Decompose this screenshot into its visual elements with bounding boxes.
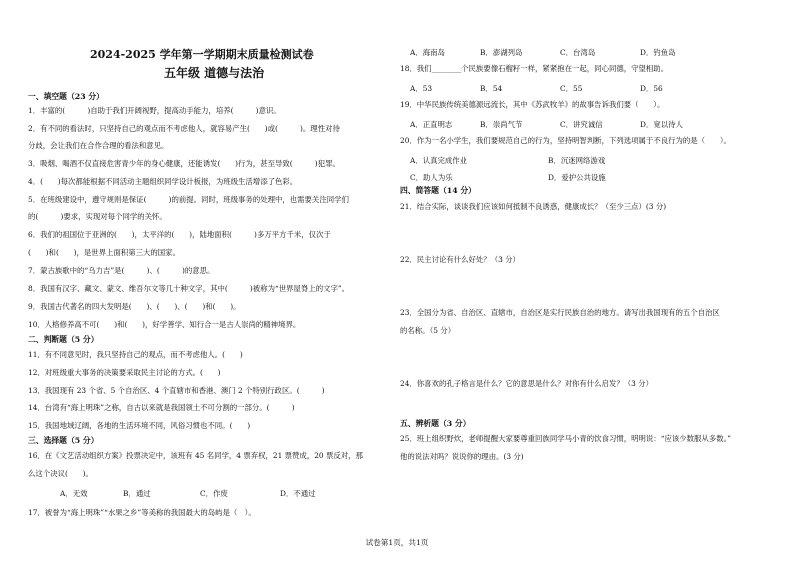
q17-option-d: D．钓鱼岛: [640, 48, 676, 57]
section-true-false: 二、判断题（5 分）: [28, 335, 99, 344]
question-16-line2: 么这个决议( )。: [28, 469, 93, 478]
question-23-line2: 的名称。（5 分）: [400, 326, 456, 335]
q16-option-c: C．作废: [200, 489, 228, 498]
question-4: 4．( )每次都能根据不同活动主题组织同学设计板报，为班级生活增添了色彩。: [28, 177, 298, 186]
q20-option-a: A．认真完成作业: [410, 156, 468, 165]
q16-option-a: A．无效: [60, 489, 88, 498]
section-analysis: 五、辨析题（3 分）: [400, 419, 471, 428]
question-5-line2: 的( )要求，实现对每个同学的关怀。: [28, 212, 167, 221]
q19-option-c: C．讲究诚信: [560, 120, 603, 129]
question-25-line1: 25．班上组织野炊，老师提醒大家要尊重回族同学马小青的饮食习惯，明明说：“应该少数服从多数。”: [400, 434, 732, 443]
question-16-line1: 16．在《文艺活动组织方案》投票决定中，该班有 45 名同学，4 票弃权，21 票赞成，20 票反对，那: [28, 451, 363, 460]
q19-option-a: A．正直明志: [410, 120, 453, 129]
q19-option-b: B．崇尚气节: [480, 120, 523, 129]
q20-option-b: B．沉迷网络游戏: [548, 156, 606, 165]
page-footer: 试卷第1页，共1页: [365, 538, 429, 547]
section-fill-blank: 一、填空题（23 分）: [28, 92, 104, 101]
question-13: 13．我国现有 23 个省、5 个自治区、4 个直辖市和香港、澳门 2 个特别行政区。( ): [28, 386, 325, 395]
q16-option-b: B．通过: [123, 489, 151, 498]
q16-option-d: D．不通过: [280, 489, 316, 498]
q17-option-b: B．澎湖列岛: [480, 48, 523, 57]
question-18: 18．我们________个民族要像石榴籽一样，紧紧抱在一起，同心同德，守望相助。: [400, 64, 669, 73]
question-11: 11．有不同意见时，我只坚持自己的观点，而不考虑他人。( ): [28, 350, 243, 359]
question-6-line2: ( )和( )，是世界上面积第三大的国家。: [28, 248, 180, 257]
question-23-line1: 23．全国分为省、自治区、直辖市，自治区是实行民族自治的地方。请写出我国现有的五个自治区: [400, 308, 720, 317]
question-7: 7．蒙古族歌中的“乌力吉”是( )、( )的意思。: [28, 266, 215, 275]
question-10: 10．人格修养高不可( )和( )，好学善学、知行合一是古人崇尚的精神境界。: [28, 320, 301, 329]
question-2-line1: 2．有不同的看法时，只坚持自己的观点而不考虑他人，就容易产生( )或( )。理性对待: [28, 124, 340, 133]
section-short-answer: 四、简答题（14 分）: [400, 186, 476, 195]
question-14: 14．台湾有“海上明珠”之称，自古以来就是我国领土不可分割的一部分。( ): [28, 403, 295, 412]
q19-option-d: D．宽以待人: [640, 120, 683, 129]
question-9: 9．我国古代著名的四大发明是( )、( )、( )和( )。: [28, 302, 241, 311]
question-5-line1: 5．在班级建设中，遵守规则是保证( )的前提。同时，班级事务的处理中，也需要关注同学们: [28, 195, 349, 204]
question-20: 20．作为一名小学生，我们要规范自己的行为，坚持明智判断，下列选项属于不良行为的是（ ）。: [400, 136, 731, 145]
question-15: 15．我国地域辽阔，各地的生活环境不同，风俗习惯也不同。( ): [28, 421, 251, 430]
page-subtitle: 五年级 道德与法治: [164, 66, 265, 80]
q20-option-c: C．助人为乐: [410, 173, 453, 182]
q18-option-a: A．53: [410, 84, 433, 93]
question-21: 21．结合实际，谈谈我们应该如何抵制不良诱惑，健康成长？（至少三点）(3 分): [400, 202, 667, 211]
page-title: 2024-2025 学年第一学期期末质量检测试卷: [90, 48, 314, 61]
question-2-line2: 分歧，会让我们在合作合理的看法和意见。: [28, 141, 169, 150]
question-12: 12．对班级重大事务的决策要采取民主讨论的方式。( ): [28, 368, 221, 377]
question-6-line1: 6．我们的祖国位于亚洲的( )，太平洋的( )，陆地面积( )多万平方千米，仅次于: [28, 230, 331, 239]
question-1: 1．丰富的( )自助于我们开阔视野，提高动手能力，培养( )意识。: [28, 106, 281, 115]
question-25-line2: 他的说法对吗？说说你的理由。(3 分): [400, 452, 524, 461]
question-24: 24．你喜欢的孔子格言是什么？它的意思是什么？对你有什么启发？（3 分）: [400, 379, 653, 388]
question-3: 3．吸烟、喝酒不仅直接危害青少年的身心健康，还能诱发( )行为，甚至导致( )犯罪。: [28, 159, 340, 168]
section-multiple-choice: 三、选择题（5 分）: [28, 436, 99, 445]
q17-option-c: C．台湾岛: [560, 48, 596, 57]
question-17: 17．被誉为“海上明珠”“水果之乡”等美称的我国最大的岛屿是（ ）。: [28, 508, 256, 517]
q17-option-a: A．海南岛: [410, 48, 445, 57]
q18-option-c: C．55: [560, 84, 583, 93]
question-8: 8．我国有汉字、藏文、蒙文、维吾尔文等几十种文字，其中( )被称为“世界屋脊上的文字”。: [28, 284, 350, 293]
q18-option-d: D．56: [640, 84, 663, 93]
question-22: 22．民主讨论有什么好处？（3 分）: [400, 255, 520, 264]
q18-option-b: B．54: [480, 84, 503, 93]
q20-option-d: D．爱护公共设施: [548, 173, 606, 182]
question-19: 19．中华民族传统美德源远流长，其中《苏武牧羊》的故事告诉我们要（ ）。: [400, 100, 665, 109]
